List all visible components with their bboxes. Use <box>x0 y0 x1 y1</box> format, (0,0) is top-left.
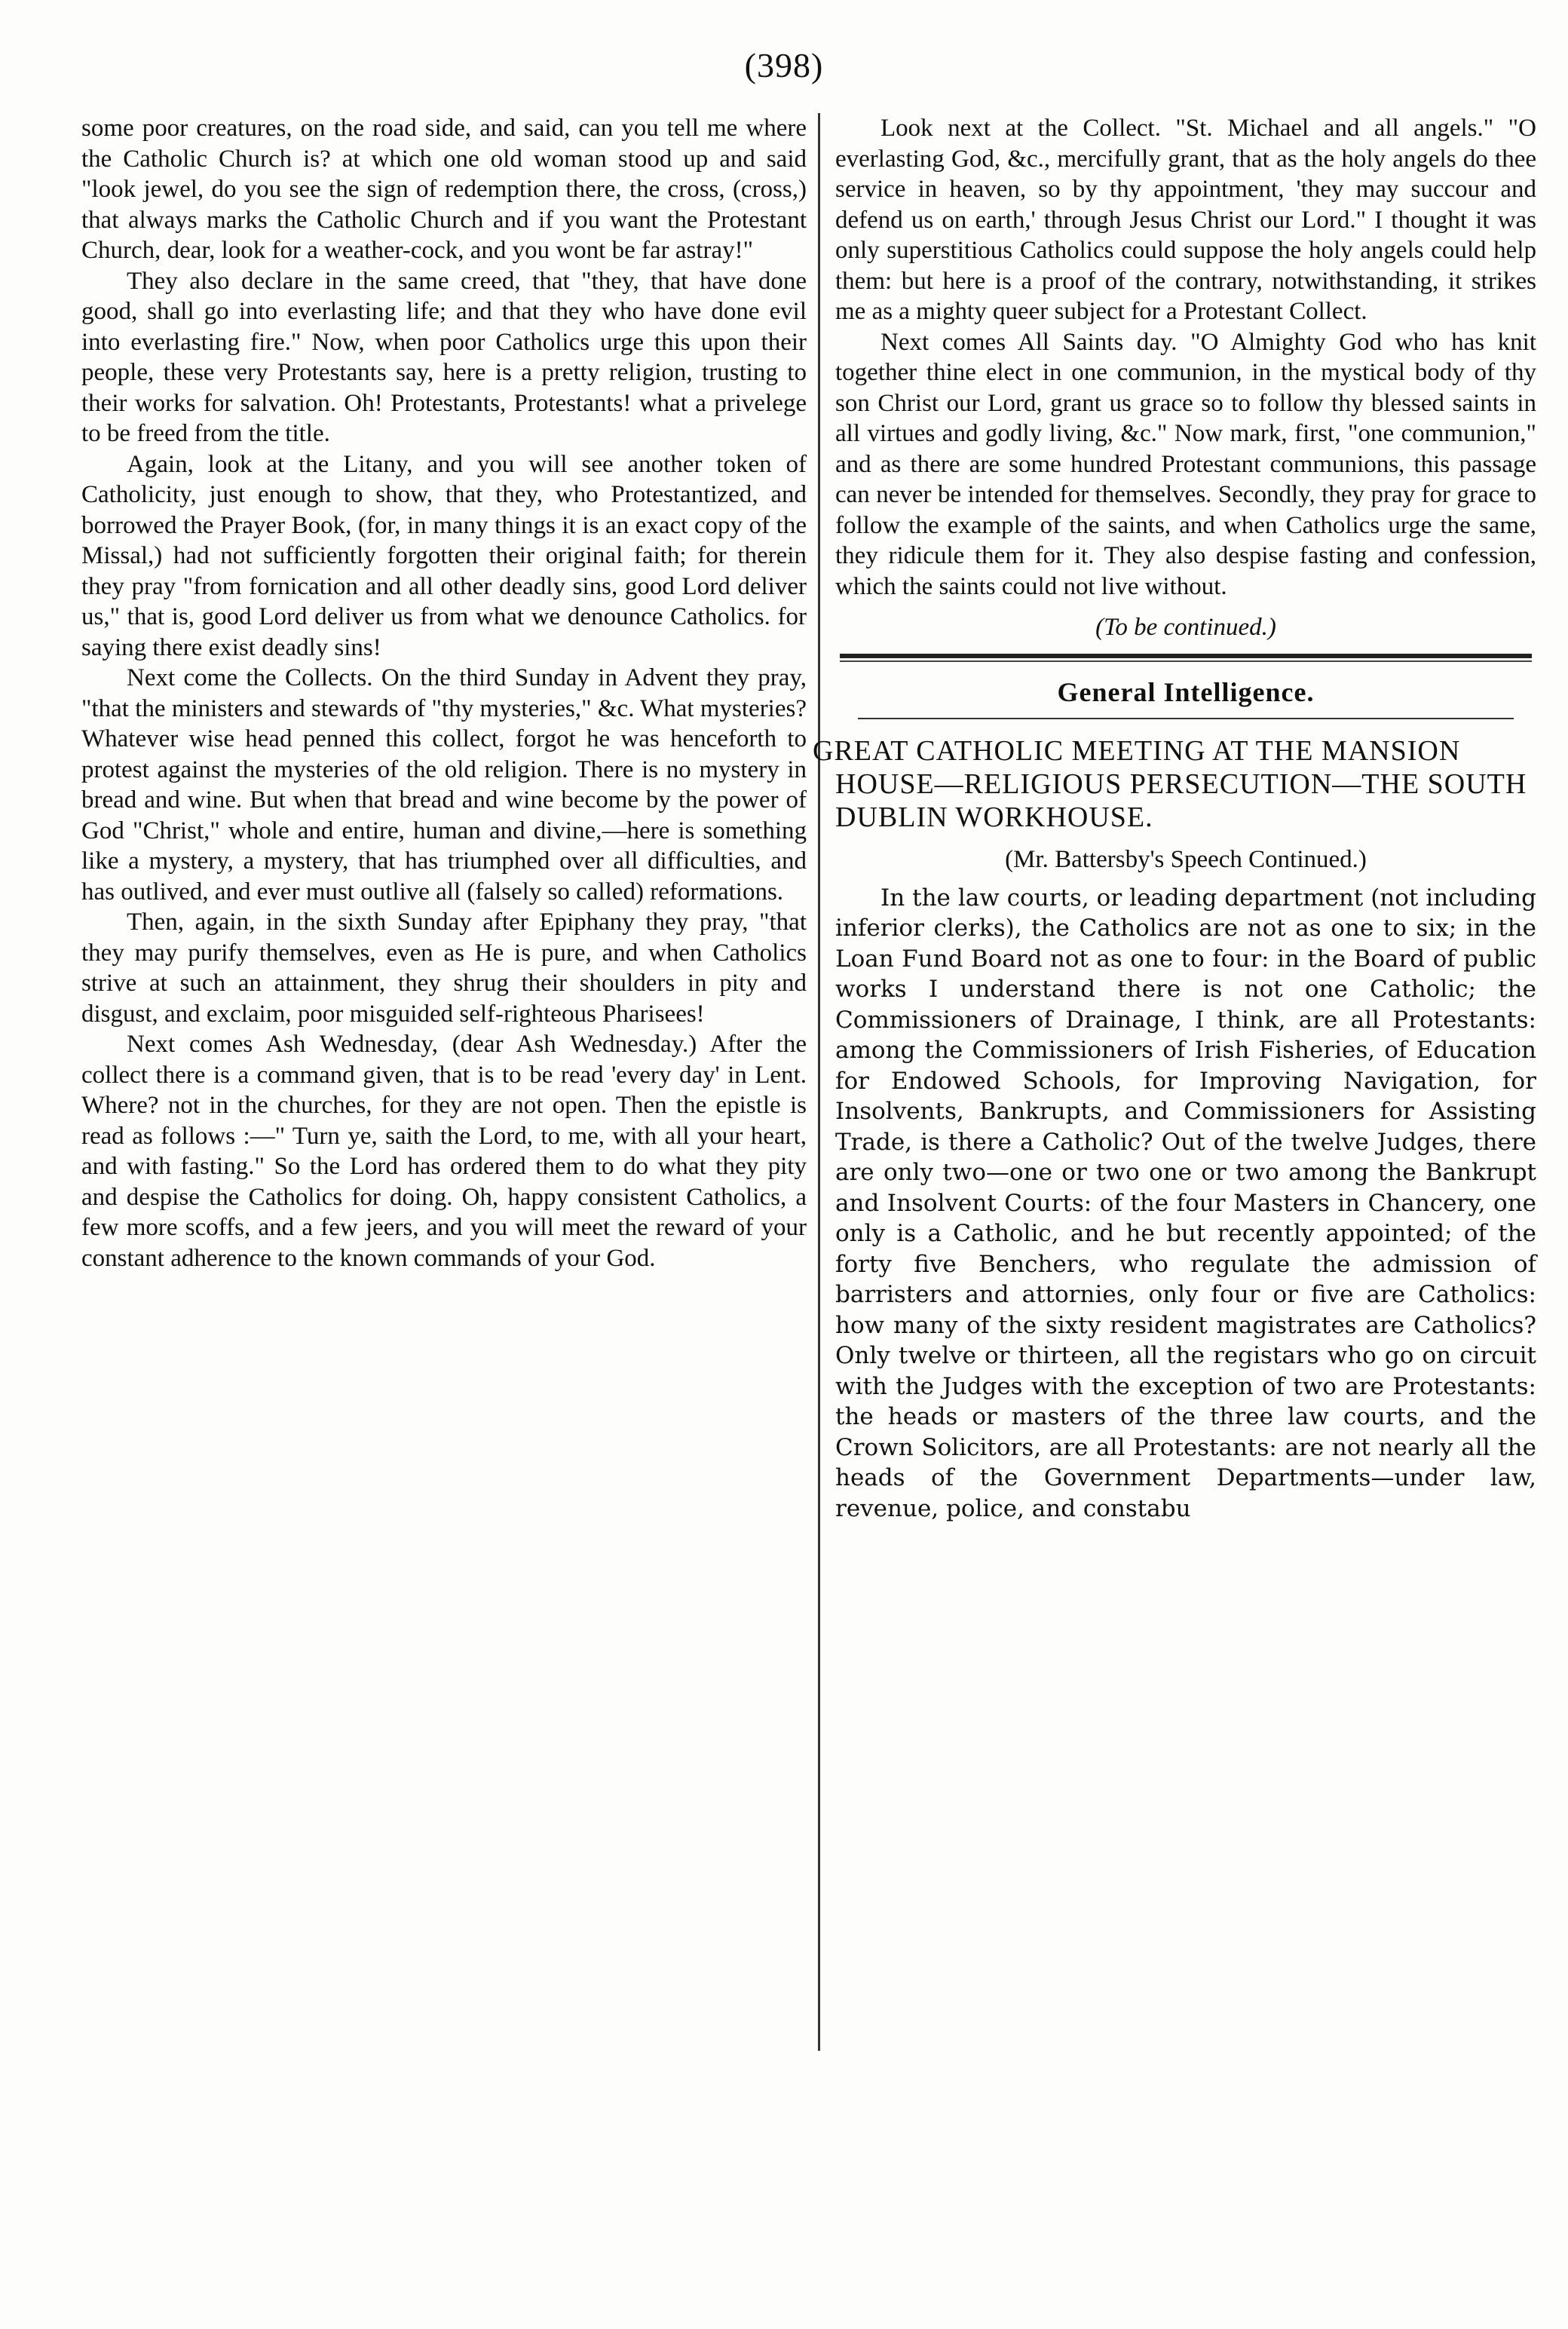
section-rule-under-title <box>858 718 1514 719</box>
speech-paragraph: In the law courts, or leading department (not including inferior clerks), the Catholics are not as one to six; in the Loan Fund Board not as one to four: in the Board of public works I understand there is not one Catholic; the Commissioners of Drainage, I think, are all Protestants: among the Commissioners of Irish Fisheries, of Education for Endowed Schools, for Improving Navigation, for Insolvents, Bankrupts, and Commissioners for Assisting Trade, is there a Catholic? Out of the twelve Judges, there are only two—one or two one or two among the Bankrupt and Insolvent Courts: of the four Masters in Chancery, one only is a Catholic, and he but recently appointed; of the forty five Benchers, who regulate the admission of barristers and attornies, only four or five are Catholics: how many of the sixty resident magistrates are Catholics? Only twelve or thirteen, all the registars who go on circuit with the Judges with the exception of two are Protestants: the heads or masters of the three law courts, and the Crown Solicitors, are all Protestants: are not nearly all the heads of the Government Departments—under law, revenue, police, and constabu <box>835 884 1536 1522</box>
column-divider <box>818 113 820 2051</box>
right-column <box>813 113 1536 1524</box>
left-paragraph-6: Next comes Ash Wednesday, (dear Ash Wednesday.) After the collect there is a command given, that is to be read 'every day' in Lent. Where? not in the churches, for they are not open. Then the epistle is read as follows :—" Turn ye, saith the Lord, to me, with all your heart, and with fasting." So the Lord has ordered them to do what they pity and despise the Catholics for doing. Oh, happy consistent Catholics, a few more scoffs, and a few jeers, and you will meet the reward of your constant adherence to the known commands of your God. <box>81 1031 807 1272</box>
left-column <box>81 113 807 1273</box>
left-paragraph-3: Again, look at the Litany, and you will see another token of Catholicity, just enough to show, that they, who Protestantized, and borrowed the Prayer Book, (for, in many things it is an exact copy of the Missal,) had not sufficiently forgotten their original faith; for therein they pray "from fornication and all other deadly sins, good Lord deliver us," that is, good Lord deliver us from what we denounce Catholics. for saying there exist deadly sins! <box>81 450 807 661</box>
left-paragraph-1: some poor creatures, on the road side, and said, can you tell me where the Catholic Church is? at which one old woman stood up and said "look jewel, do you see the sign of redemption there, the cross, (cross,) that always marks the Catholic Church and if you want the Protestant Church, dear, look for a weather-cock, and you wont be far astray!" <box>81 115 807 264</box>
article-headline: GREAT CATHOLIC MEETING AT THE MANSION HOUSE—RELIGIOUS PERSECUTION—THE SOUTH DUBLIN WORKHOUSE. <box>813 735 1527 833</box>
continued-note: (To be continued.) <box>1095 614 1276 641</box>
section-rule-thin <box>840 660 1532 662</box>
left-paragraph-5: Then, again, in the sixth Sunday after Epiphany they pray, "that they may purify themselves, even as He is pure, and when Catholics strive at such an attainment, they shrug their shoulders in pity and disgust, and exclaim, poor misguided self-righteous Pharisees! <box>81 909 807 1028</box>
right-paragraph-2: Next comes All Saints day. "O Almighty God who has knit together thine elect in one communion, in the mystical body of thy son Christ our Lord, grant us grace so to follow thy blessed saints in all virtues and godly living, &c." Now mark, first, "one communion," and as there are some hundred Protestant communions, this passage can never be intended for themselves. Secondly, they pray for grace to follow the example of the saints, and when Catholics urge the same, they ridicule them for it. They also despise fasting and confession, which the saints could not live without. <box>835 328 1536 600</box>
left-paragraph-4: Next come the Collects. On the third Sunday in Advent they pray, "that the ministers and stewards of "thy mysteries," &c. What mysteries? Whatever wise head penned this collect, forgot he was henceforth to protest against the mysteries of the old religion. There is no mystery in bread and wine. But when that bread and wine become by the power of God "Christ," whole and entire, human and divine,—here is something like a mystery, a mystery, that has triumphed over all difficulties, and has outlived, and ever must outlive all (falsely so called) reformations. <box>81 664 807 906</box>
left-paragraph-2: They also declare in the same creed, that "they, that have done good, shall go into everlasting life; and that they who have done evil into everlasting fire." Now, when poor Catholics urge this upon their people, these very Protestants say, here is a pretty religion, trusting to their works for salvation. Oh! Protestants, Protestants! what a privelege to be freed from the title. <box>81 267 807 447</box>
right-paragraph-1: Look next at the Collect. "St. Michael and all angels." "O everlasting God, &c., mercifully grant, that as the holy angels do thee service in heaven, so by thy appointment, 'they may succour and defend us on earth,' through Jesus Christ our Lord." I thought it was only superstitious Catholics could suppose the holy angels could help them: but here is a proof of the contrary, notwithstanding, it strikes me as a mighty queer subject for a Protestant Collect. <box>835 115 1536 325</box>
page-number: (398) <box>744 46 824 84</box>
article-subheadline: (Mr. Battersby's Speech Continued.) <box>1005 846 1367 873</box>
section-rule-thick <box>840 654 1532 658</box>
section-title: General Intelligence. <box>1057 676 1315 707</box>
